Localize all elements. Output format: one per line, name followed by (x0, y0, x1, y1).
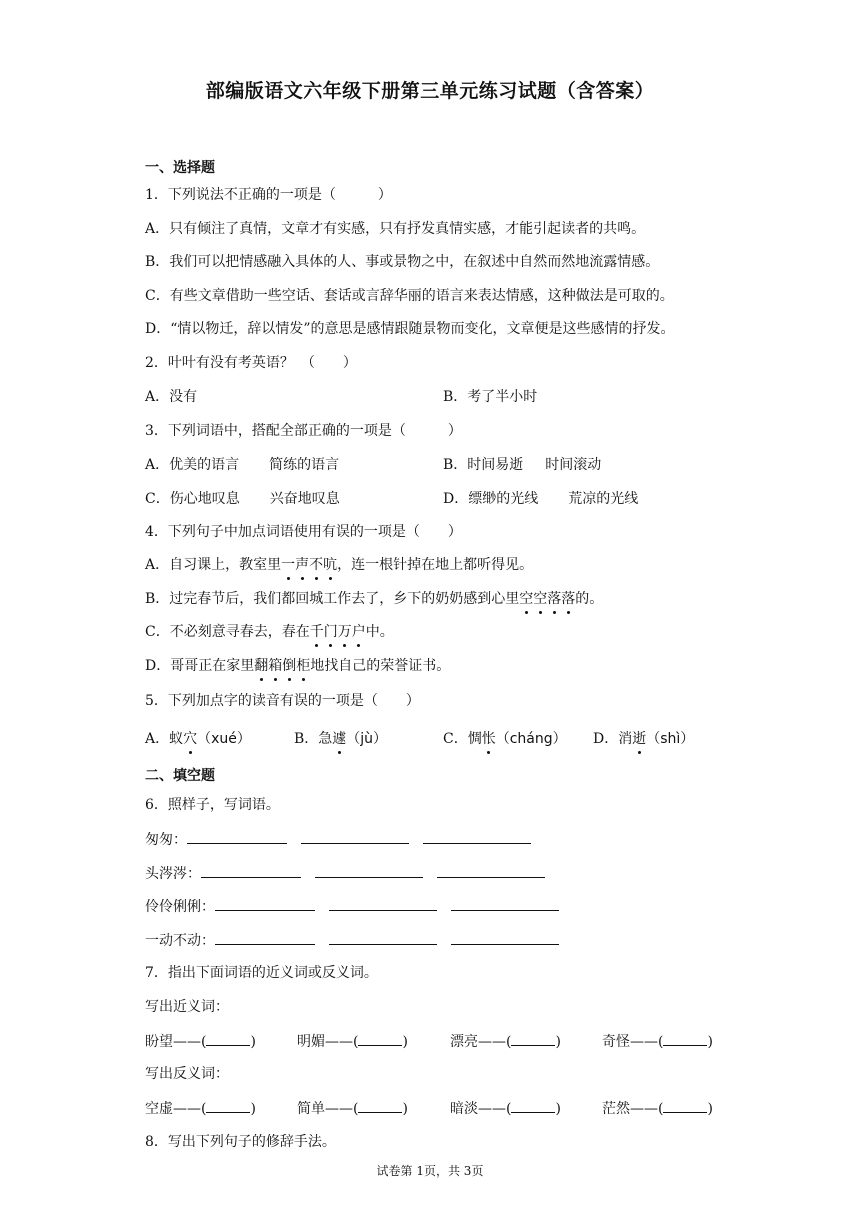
answer-blank[interactable] (358, 1098, 402, 1113)
question-2-option-a: A．没有 (145, 389, 198, 405)
synonym-item (602, 1034, 713, 1050)
answer-blank[interactable] (206, 1031, 250, 1046)
question-7-stem: 7．指出下面词语的近义词或反义词。 (145, 965, 378, 981)
dotted-word (254, 658, 310, 674)
close-paren: ) (555, 1101, 561, 1117)
question-3-option-c (145, 489, 340, 509)
pinyin: （xué） (197, 731, 251, 747)
question-2-stem: 2．叶叶有没有考英语？ （ ） (145, 355, 357, 371)
option-c-word-1: C．伤心地叹息 (145, 491, 240, 507)
option-text: 地找自己的荣誉证书。 (310, 658, 451, 674)
option-text: B．过完春节后，我们都回城工作去了，乡下的奶奶感到心里 (145, 591, 520, 607)
synonym-item (145, 1031, 297, 1052)
option-text: A．自习课上，教室里 (145, 557, 282, 573)
dotted-character: 逝 (632, 731, 647, 747)
option-text: D．哥哥正在家里 (145, 658, 255, 674)
question-4-option-b (145, 589, 603, 609)
close-paren: ) (402, 1101, 408, 1117)
question-6-row-1 (145, 829, 531, 850)
question-2-option-b: B．考了半小时 (443, 389, 538, 405)
dotted-character: 户 (351, 624, 366, 640)
question-1-option-a: A．只有倾注了真情，文章才有实感，只有抒发真情实感，才能引起读者的共鸣。 (145, 221, 646, 237)
answer-blank[interactable] (423, 829, 531, 844)
option-d-word-1: D．缥缈的光线 (443, 491, 539, 507)
close-paren: ) (555, 1034, 561, 1050)
question-5-option-c (443, 729, 567, 749)
question-6-row-3 (145, 896, 559, 917)
answer-blank[interactable] (201, 863, 301, 878)
option-text: D．消 (593, 731, 633, 747)
answer-blank[interactable] (215, 930, 315, 945)
question-8-stem: 8．写出下列句子的修辞手法。 (145, 1134, 336, 1150)
answer-blank[interactable] (329, 930, 437, 945)
close-paren: ) (707, 1034, 713, 1050)
dotted-character: 柜 (296, 658, 311, 674)
item-word: 奇怪——( (602, 1034, 664, 1050)
synonym-item (450, 1031, 602, 1052)
dotted-character: 千 (309, 624, 324, 640)
answer-blank[interactable] (663, 1031, 707, 1046)
antonym-item (297, 1098, 450, 1119)
option-c-word-2: 兴奋地叹息 (269, 491, 340, 507)
option-text: 的。 (575, 591, 604, 607)
dotted-character: 万 (337, 624, 352, 640)
option-b-word-2: 时间滚动 (545, 457, 602, 473)
example-word: 伶伶俐俐： (145, 899, 215, 915)
question-6-row-2 (145, 863, 545, 884)
question-6-stem: 6．照样子，写词语。 (145, 797, 280, 813)
dotted-character: 穴 (183, 731, 198, 747)
answer-blank[interactable] (329, 896, 437, 911)
option-d-word-2: 荒凉的光线 (568, 491, 639, 507)
dotted-character: 声 (295, 557, 310, 573)
dotted-character: 箱 (268, 658, 283, 674)
page-title: 部编版语文六年级下册第三单元练习试题（含答案） (205, 80, 655, 102)
answer-blank[interactable] (215, 896, 315, 911)
item-word: 暗淡——( (450, 1101, 512, 1117)
dotted-character: 倒 (282, 658, 297, 674)
answer-blank[interactable] (451, 930, 559, 945)
section-heading-choice: 一、选择题 (145, 160, 215, 176)
pinyin: （jù） (346, 731, 388, 747)
question-1-option-d: D．“情以物迁，辞以情发”的意思是感情跟随景物而变化，文章便是这些感情的抒发。 (145, 321, 675, 337)
item-word: 明媚——( (297, 1034, 359, 1050)
synonym-label: 写出近义词： (145, 999, 229, 1015)
dotted-character: 怅 (481, 731, 496, 747)
dotted-character: 空 (519, 591, 534, 607)
example-word: 头涔涔： (145, 866, 201, 882)
dotted-char (332, 731, 346, 747)
dotted-character: 门 (323, 624, 338, 640)
pinyin: （cháng） (495, 731, 567, 747)
question-4-option-a (145, 555, 533, 575)
item-word: 茫然——( (602, 1101, 664, 1117)
antonym-label: 写出反义词： (145, 1066, 229, 1082)
dotted-character: 一 (281, 557, 296, 573)
option-b-word-1: B．时间易逝 (443, 457, 524, 473)
dotted-character: 遽 (332, 731, 347, 747)
option-text: ，连一根针掉在地上都听得见。 (337, 557, 534, 573)
question-3-stem: 3．下列词语中，搭配全部正确的一项是（ ） (145, 423, 462, 439)
answer-blank[interactable] (301, 829, 409, 844)
option-text: 中。 (365, 624, 394, 640)
option-text: C．惆 (443, 731, 482, 747)
question-5-option-a (145, 729, 251, 749)
question-3-option-d (443, 489, 638, 509)
synonym-row (145, 1031, 713, 1052)
question-5-option-b (294, 729, 387, 749)
option-text: B．急 (294, 731, 333, 747)
dotted-char (632, 731, 646, 747)
example-word: 匆匆： (145, 832, 187, 848)
dotted-word (519, 591, 575, 607)
answer-blank[interactable] (315, 863, 423, 878)
close-paren: ) (707, 1101, 713, 1117)
option-a-word-2: 简练的语言 (269, 457, 340, 473)
question-3-option-b (443, 455, 601, 475)
answer-blank[interactable] (451, 896, 559, 911)
answer-blank[interactable] (437, 863, 545, 878)
dotted-character: 翻 (254, 658, 269, 674)
question-5-stem: 5．下列加点字的读音有误的一项是（ ） (145, 693, 420, 709)
question-1-option-c: C．有些文章借助一些空话、套话或言辞华丽的语言来表达情感，这种做法是可取的。 (145, 288, 674, 304)
answer-blank[interactable] (663, 1098, 707, 1113)
answer-blank[interactable] (511, 1098, 555, 1113)
section-heading-fill: 二、填空题 (145, 768, 215, 784)
item-word: 盼望——( (145, 1034, 207, 1050)
example-word: 一动不动： (145, 933, 215, 949)
item-word: 空虚——( (145, 1101, 207, 1117)
dotted-char (183, 731, 197, 747)
answer-blank[interactable] (511, 1031, 555, 1046)
synonym-item (297, 1031, 450, 1052)
close-paren: ) (250, 1101, 256, 1117)
dotted-character: 不 (309, 557, 324, 573)
question-5-option-d (593, 729, 694, 749)
option-text: C．不必刻意寻春去，春在 (145, 624, 310, 640)
item-word: 漂亮——( (450, 1034, 512, 1050)
page-footer: 试卷第 1页，共 3页 (376, 1164, 484, 1178)
item-word: 简单——( (297, 1101, 359, 1117)
dotted-character: 空 (533, 591, 548, 607)
dotted-word (281, 557, 337, 573)
close-paren: ) (402, 1034, 408, 1050)
dotted-character: 落 (561, 591, 576, 607)
question-4-option-c (145, 622, 394, 642)
dotted-character: 落 (547, 591, 562, 607)
question-6-row-4 (145, 930, 559, 951)
answer-blank[interactable] (187, 829, 287, 844)
question-4-stem: 4．下列句子中加点词语使用有误的一项是（ ） (145, 524, 462, 540)
question-1-stem: 1．下列说法不正确的一项是（ ） (145, 187, 392, 203)
pinyin: （shì） (646, 731, 695, 747)
dotted-character: 吭 (323, 557, 338, 573)
question-4-option-d (145, 656, 450, 676)
close-paren: ) (250, 1034, 256, 1050)
dotted-char (482, 731, 496, 747)
option-text: A．蚁 (145, 731, 184, 747)
antonym-item (450, 1098, 602, 1119)
question-3-option-a (145, 455, 339, 475)
antonym-item (602, 1101, 713, 1117)
antonym-row (145, 1098, 713, 1119)
answer-blank[interactable] (358, 1031, 402, 1046)
answer-blank[interactable] (206, 1098, 250, 1113)
antonym-item (145, 1098, 297, 1119)
question-1-option-b: B．我们可以把情感融入具体的人、事或景物之中，在叙述中自然而然地流露情感。 (145, 254, 660, 270)
option-a-word-1: A．优美的语言 (145, 457, 240, 473)
dotted-word (310, 624, 366, 640)
